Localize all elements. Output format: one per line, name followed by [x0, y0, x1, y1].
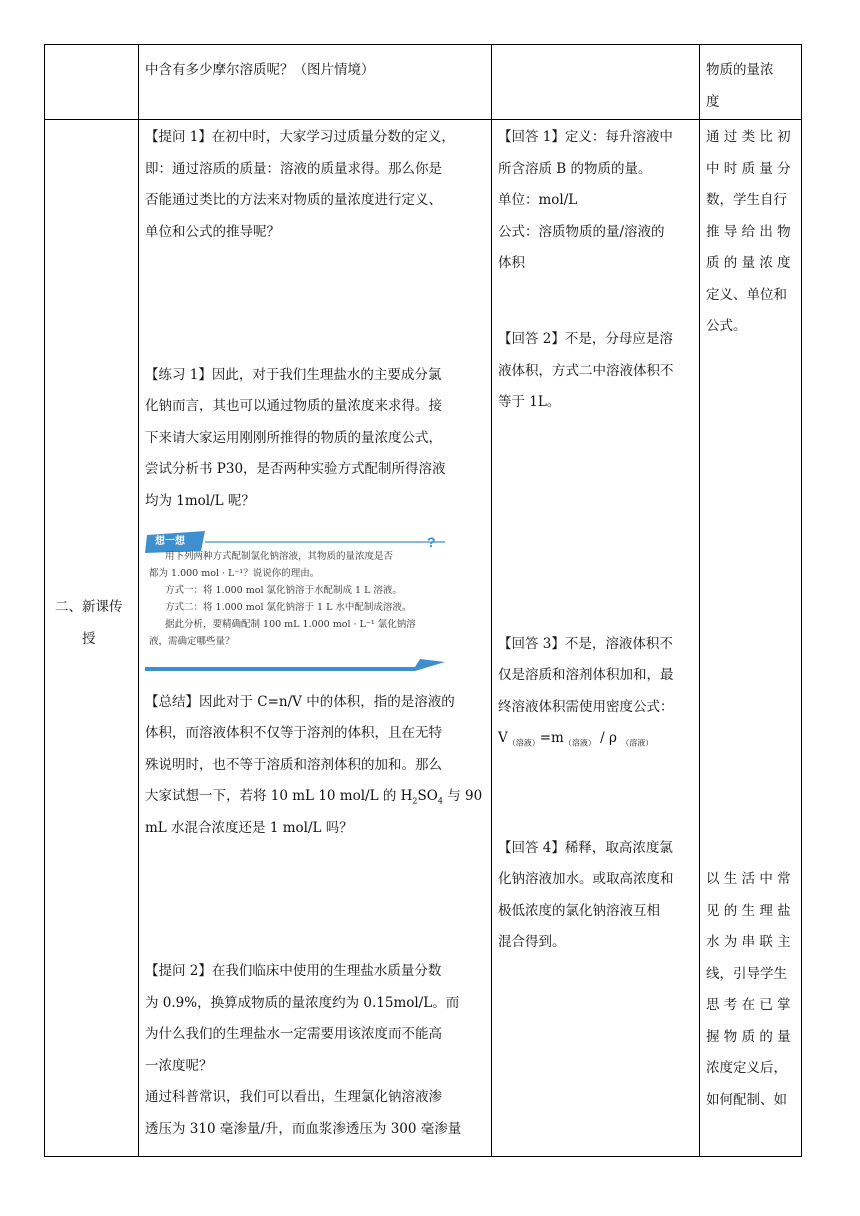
table-left-border — [44, 44, 45, 1157]
table-top-border — [44, 44, 802, 45]
table-right-border — [801, 44, 802, 1157]
row-divider — [44, 119, 802, 120]
col-divider-3 — [699, 44, 700, 1157]
textbook-think-figure: ? 想一想 用下列两种方式配制氯化钠溶液，其物质的量浓度是否 都为 1.000 mol · L⁻¹？说说你的理由。 方式一：将 1.000 mol 氯化钠溶于水配制成 1 L 溶液。 方式二：将 1.000 mol 氯化钠溶于 1 L 水中配制成溶液。 据此分析，要精确配制 100 mL 1.000 mol · L⁻¹ 氯化钠溶 液，需确定哪些量？ — [145, 531, 447, 680]
row1-teacher-text: 中含有多少摩尔溶质呢？（图片情境） — [145, 62, 375, 78]
density-formula: $V_{(溶液)}=m_{(溶液)} / \rho$ $_{(溶液)}$ — [498, 730, 654, 748]
col-divider-2 — [491, 44, 492, 1157]
question-mark-icon: ? — [427, 534, 436, 550]
col-divider-1 — [138, 44, 139, 1157]
bottom-arrow-icon — [145, 659, 445, 671]
badge-label: 想一想 — [155, 536, 185, 547]
table-bottom-border — [44, 1156, 802, 1157]
